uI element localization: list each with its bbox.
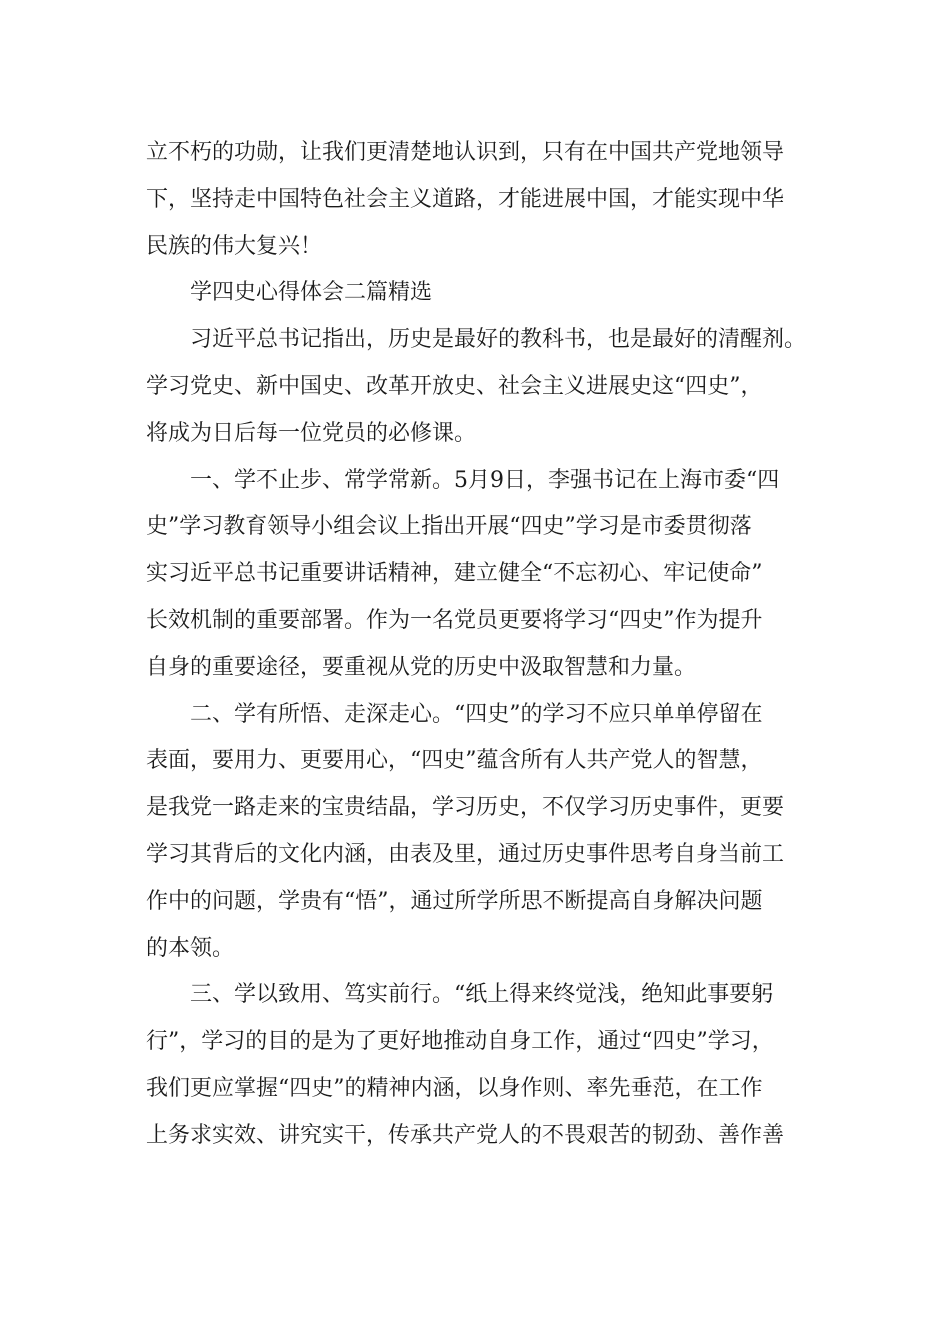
text-line: 史”学习教育领导小组会议上指出开展“四史”学习是市委贯彻落 <box>146 514 752 540</box>
text-line: 将成为日后每一位党员的必修课。 <box>146 420 477 446</box>
text-line: 民族的伟大复兴！ <box>146 233 323 259</box>
text-line: 立不朽的功勋，让我们更清楚地认识到，只有在中国共产党地领导 <box>146 140 785 165</box>
text-line: 长效机制的重要部署。作为一名党员更要将学习“四史”作为提升 <box>146 607 763 633</box>
text-line: 学习其背后的文化内涵，由表及里，通过历史事件思考自身当前工 <box>146 841 785 867</box>
text-line: 表面，要用力、更要用心，“四史”蕴含所有人共产党人的智慧， <box>146 748 763 774</box>
text-line: 我们更应掌握“四史”的精神内涵，以身作则、率先垂范，在工作 <box>146 1075 763 1101</box>
text-line: 实习近平总书记重要讲话精神，建立健全“不忘初心、牢记使命” <box>146 561 763 587</box>
document-body <box>146 130 816 1160</box>
text-line: 上务求实效、讲究实干，传承共产党人的不畏艰苦的韧劲、善作善 <box>146 1122 785 1148</box>
text-line: 作中的问题，学贵有“悟”，通过所学所思不断提高自身解决问题 <box>146 888 763 914</box>
section-heading: 学四史心得体会二篇精选 <box>190 280 433 306</box>
text-line: 习近平总书记指出，历史是最好的教科书，也是最好的清醒剂。 <box>190 327 807 353</box>
text-line: 三、学以致用、笃实前行。“纸上得来终觉浅，绝知此事要躬 <box>190 982 774 1008</box>
text-line: 下，坚持走中国特色社会主义道路，才能进展中国，才能实现中华 <box>146 186 785 212</box>
text-line: 是我党一路走来的宝贵结晶，学习历史，不仅学习历史事件，更要 <box>146 795 785 821</box>
text-line: 一、学不止步、常学常新。5月9日，李强书记在上海市委“四 <box>190 467 780 493</box>
text-line: 行”，学习的目的是为了更好地推动自身工作，通过“四史”学习， <box>146 1029 774 1055</box>
text-line: 学习党史、新中国史、改革开放史、社会主义进展史这“四史”， <box>146 373 763 399</box>
text-line: 自身的重要途径，要重视从党的历史中汲取智慧和力量。 <box>146 654 697 680</box>
text-line: 的本领。 <box>146 935 235 961</box>
text-line: 二、学有所悟、走深走心。“四史”的学习不应只单单停留在 <box>190 701 763 727</box>
